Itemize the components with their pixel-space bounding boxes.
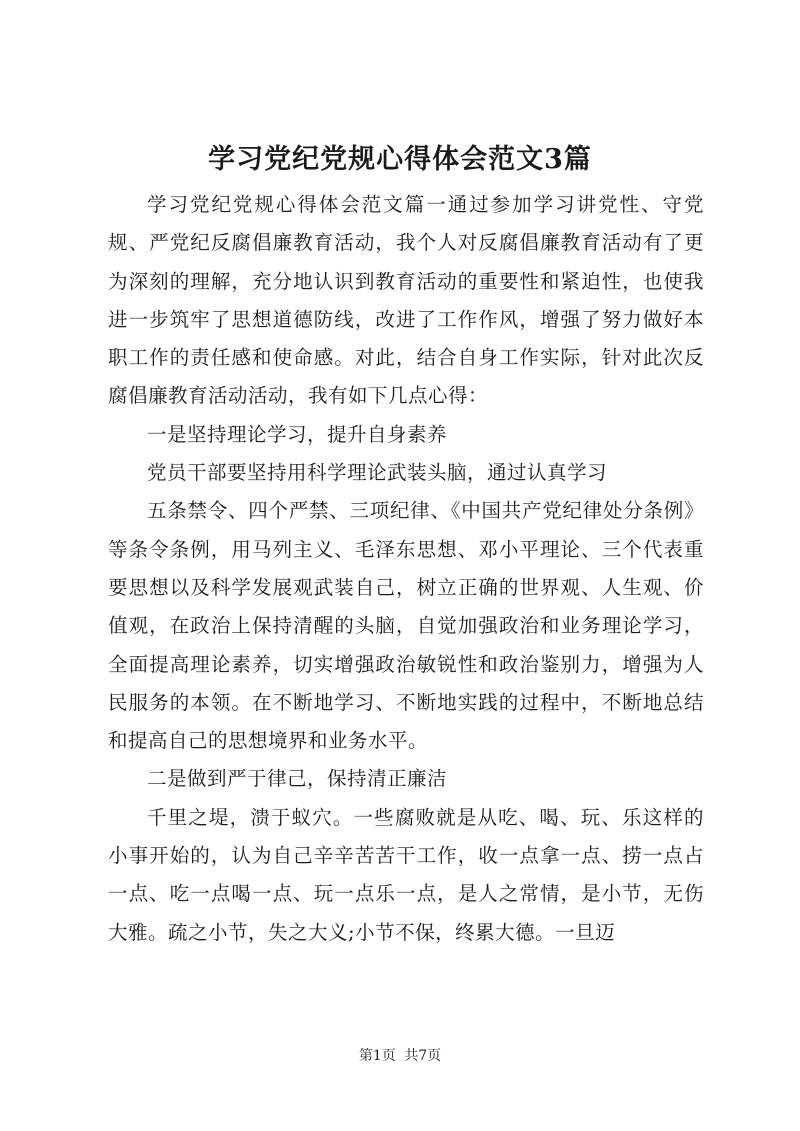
- paragraph-intro: 学习党纪党规心得体会范文篇一通过参加学习讲党性、守党规、严党纪反腐倡廉教育活动，我个人对反腐倡廉教育活动有了更为深刻的理解，充分地认识到教育活动的重要性和紧迫性，也使我进一步筑牢了思想道德防线，改进了工作作风，增强了努力做好本职工作的责任感和使命感。对此，结合自身工作实际，针对此次反腐倡廉教育活动活动，我有如下几点心得：: [108, 193, 704, 408]
- document-title: 学习党纪党规心得体会范文3篇: [208, 144, 592, 175]
- page-number: 第1页: [358, 1048, 396, 1064]
- paragraph-1a: 党员干部要坚持用科学理论武装头脑，通过认真学习: [147, 461, 608, 485]
- paragraph-2a: 千里之堤，溃于蚁穴。一些腐败就是从吃、喝、玩、乐这样的小事开始的，认为自己辛辛苦苦干工作，收一点拿一点、捞一点占一点、吃一点喝一点、玩一点乐一点，是人之常情，是小节，无伤大雅。疏之小节，失之大义;小节不保，终累大德。一旦迈: [108, 805, 704, 944]
- document-body: [108, 186, 704, 952]
- section-heading-1: 一是坚持理论学习，提升自身素养: [147, 422, 448, 446]
- page-total: 共7页: [404, 1048, 442, 1064]
- section-heading-2: 二是做到严于律己，保持清正廉洁: [147, 767, 448, 791]
- paragraph-1b: 五条禁令、四个严禁、三项纪律、《中国共产党纪律处分条例》等条令条例，用马列主义、毛泽东思想、邓小平理论、三个代表重要思想以及科学发展观武装自己，树立正确的世界观、人生观、价值观，在政治上保持清醒的头脑，自觉加强政治和业务理论学习，全面提高理论素养，切实增强政治敏锐性和政治鉴别力，增强为人民服务的本领。在不断地学习、不断地实践的过程中，不断地总结和提高自己的思想境界和业务水平。: [108, 499, 704, 753]
- page-footer: [0, 1046, 800, 1066]
